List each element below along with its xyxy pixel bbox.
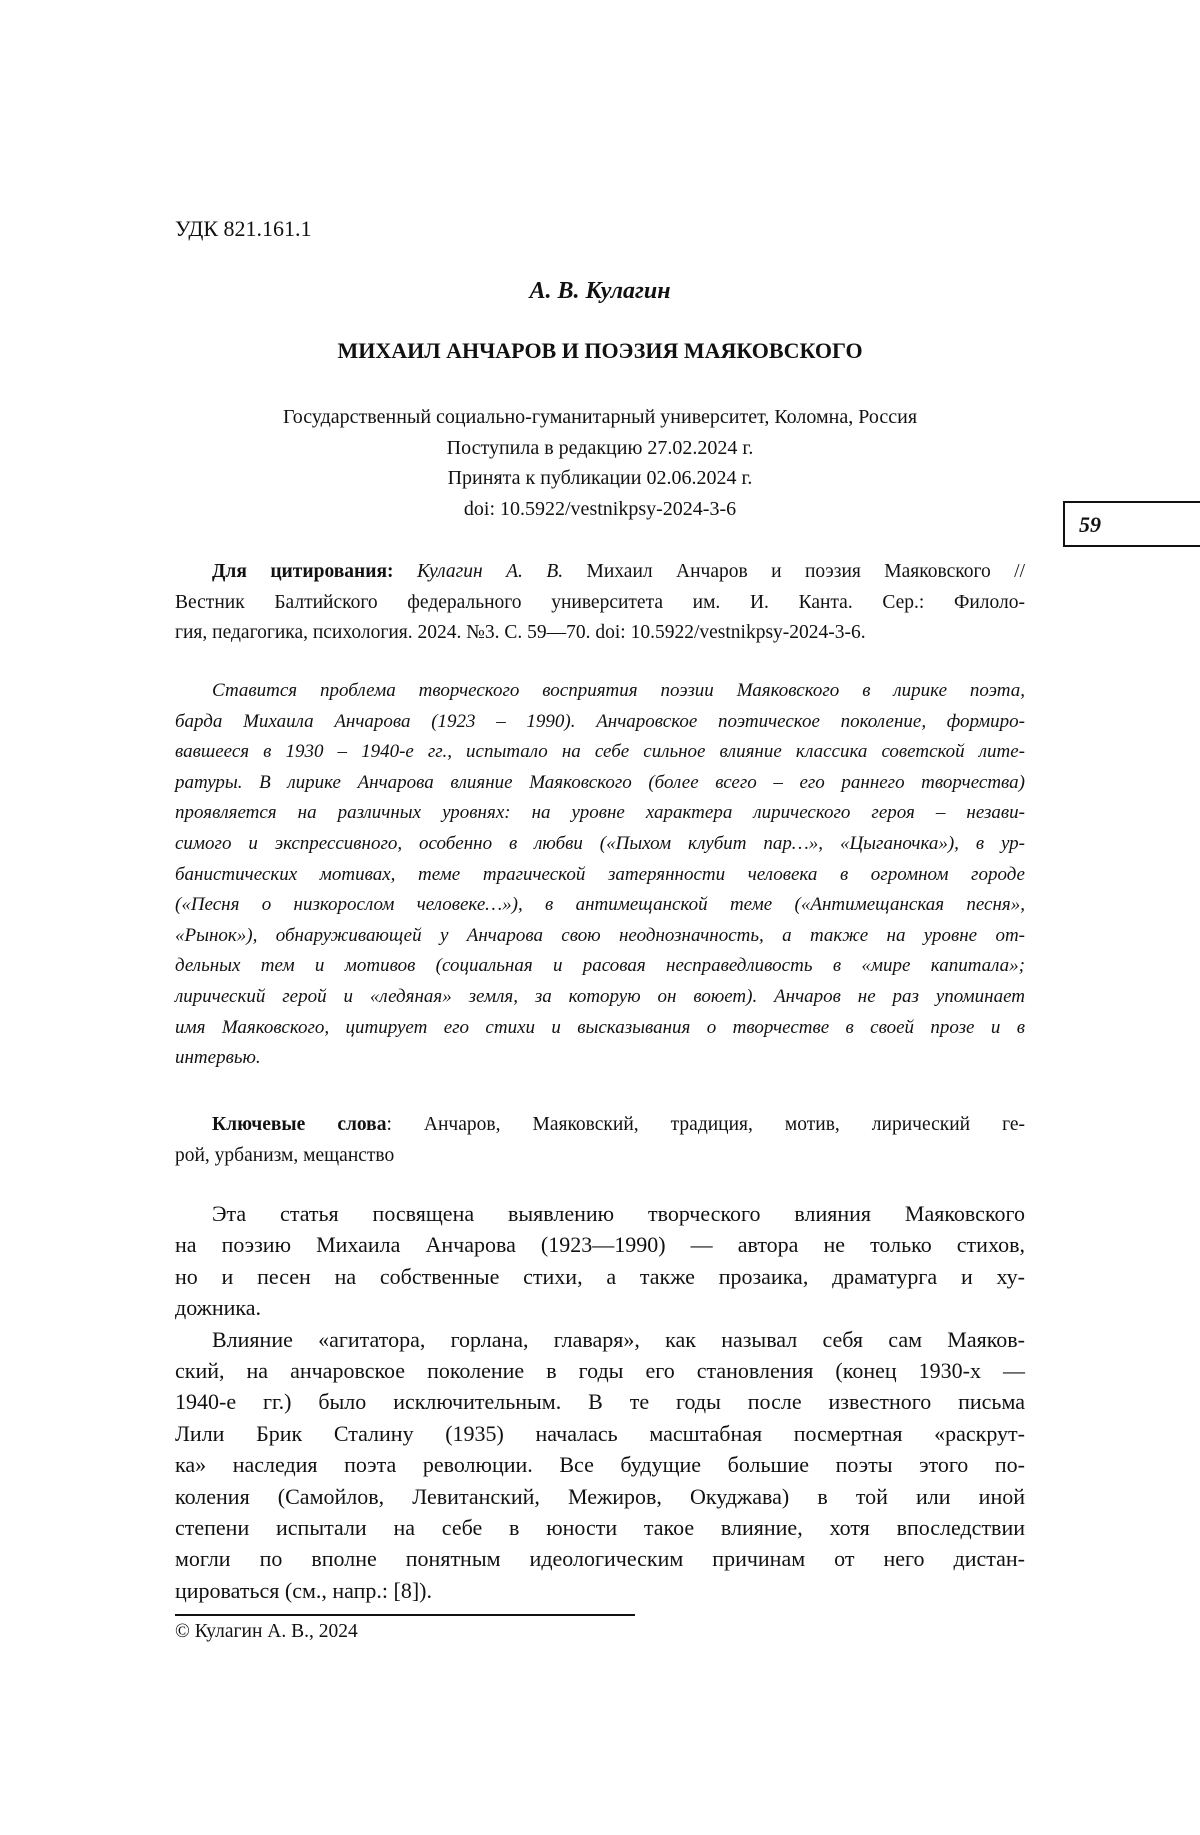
body-line: Лили Брик Сталину (1935) началась масштабная посмертная «раскрут- <box>175 1420 1025 1446</box>
udc-code: УДК 821.161.1 <box>175 216 312 241</box>
abstract-line: интервью. <box>175 1047 261 1069</box>
body-line: цироваться (см., напр.: [8]). <box>175 1577 432 1603</box>
keywords-block <box>175 1109 1025 1171</box>
citation-text: Михаил Анчаров и поэзия Маяковского // <box>586 561 1025 582</box>
affiliation-block <box>175 402 1025 524</box>
abstract-line: симого и экспрессивного, особенно в любви («Пыхом клубит пар…», «Цыганочка»), в ур- <box>175 832 1025 854</box>
doi: doi: 10.5922/vestnikpsy-2024-3-6 <box>463 497 737 520</box>
page-number: 59 <box>1063 501 1200 547</box>
citation-line: гия, педагогика, психология. 2024. №3. С. 59—70. doi: 10.5922/vestnikpsy-2024-3-6. <box>175 622 866 643</box>
body-line: но и песен на собственные стихи, а также прозаика, драматурга и ху- <box>175 1263 1025 1289</box>
abstract-line: ратуры. В лирике Анчарова влияние Маяковского (более всего – его раннего творчества) <box>175 771 1025 793</box>
abstract-line: лирический герой и «ледяная» земля, за которую он воюет). Анчаров не раз упоминает <box>175 985 1025 1007</box>
abstract-line: дельных тем и мотивов (социальная и расовая несправедливость в «мире капитала»; <box>175 955 1025 977</box>
citation-line <box>175 557 1025 588</box>
article-title: МИХАИЛ АНЧАРОВ И ПОЭЗИЯ МАЯКОВСКОГО <box>337 338 863 363</box>
keywords-text: : Анчаров, Маяковский, традиция, мотив, лирический ге- <box>386 1114 1025 1135</box>
citation-label: Для цитирования: <box>212 561 394 582</box>
keywords-line: рой, урбанизм, мещанство <box>175 1145 395 1166</box>
citation-author: Кулагин А. В. <box>416 561 564 582</box>
abstract-line: банистических мотивах, теме трагической затерянности человека в огромном городе <box>175 863 1025 885</box>
copyright: © Кулагин А. В., 2024 <box>175 1621 358 1642</box>
author-name: А. В. Кулагин <box>529 278 671 304</box>
keywords-line <box>175 1109 1025 1140</box>
body-line: Эта статья посвящена выявлению творческого влияния Маяковского <box>212 1201 1025 1226</box>
body-line: Влияние «агитатора, горлана, главаря», как называл себя сам Маяков- <box>212 1326 1025 1352</box>
accepted-date: Принята к публикации 02.06.2024 г. <box>447 467 753 489</box>
received-date: Поступила в редакцию 27.02.2024 г. <box>446 436 754 459</box>
body-line: коления (Самойлов, Левитанский, Межиров, Окуджава) в той или иной <box>175 1483 1025 1509</box>
abstract-line: барда Михаила Анчарова (1923 – 1990). Анчаровское поэтическое поколение, формиро- <box>175 710 1025 732</box>
citation-line: Вестник Балтийского федерального университета им. И. Канта. Сер.: Филоло- <box>175 591 1025 613</box>
abstract-line: имя Маяковского, цитирует его стихи и высказывания о творчестве в своей прозе и в <box>175 1016 1025 1038</box>
keywords-label: Ключевые слова <box>212 1114 387 1135</box>
affiliation: Государственный социально-гуманитарный университет, Коломна, Россия <box>282 406 918 428</box>
body-text <box>175 1198 1025 1606</box>
abstract-line: («Песня о низкорослом человеке…»), в антимещанской теме («Антимещанская песня», <box>175 894 1025 916</box>
body-line: ка» наследия поэта революции. Все будущие большие поэты этого по- <box>175 1452 1025 1478</box>
body-line: 1940-е гг.) было исключительным. В те годы после известного письма <box>175 1389 1025 1415</box>
abstract-line: проявляется на различных уровнях: на уровне характера лирического героя – незави- <box>175 802 1025 824</box>
body-line: на поэзию Михаила Анчарова (1923—1990) — автора не только стихов, <box>175 1232 1025 1258</box>
abstract <box>175 676 1025 1074</box>
body-line: могли по вполне понятным идеологическим причинам от него дистан- <box>175 1546 1025 1572</box>
body-line: ский, на анчаровское поколение в годы его становления (конец 1930-х — <box>175 1358 1025 1384</box>
body-line: степени испытали на себе в юности такое влияние, хотя впоследствии <box>175 1515 1025 1541</box>
citation-block <box>175 557 1025 649</box>
abstract-line: вавшееся в 1930 – 1940-е гг., испытало на себе сильное влияние классика советской лите- <box>175 741 1025 763</box>
abstract-line: «Рынок»), обнаруживающей у Анчарова свою неоднозначность, а также на уровне от- <box>175 924 1025 946</box>
footnote-rule <box>175 1614 635 1616</box>
body-line: дожника. <box>175 1295 262 1321</box>
abstract-line: Ставится проблема творческого восприятия поэзии Маяковского в лирике поэта, <box>212 680 1025 701</box>
